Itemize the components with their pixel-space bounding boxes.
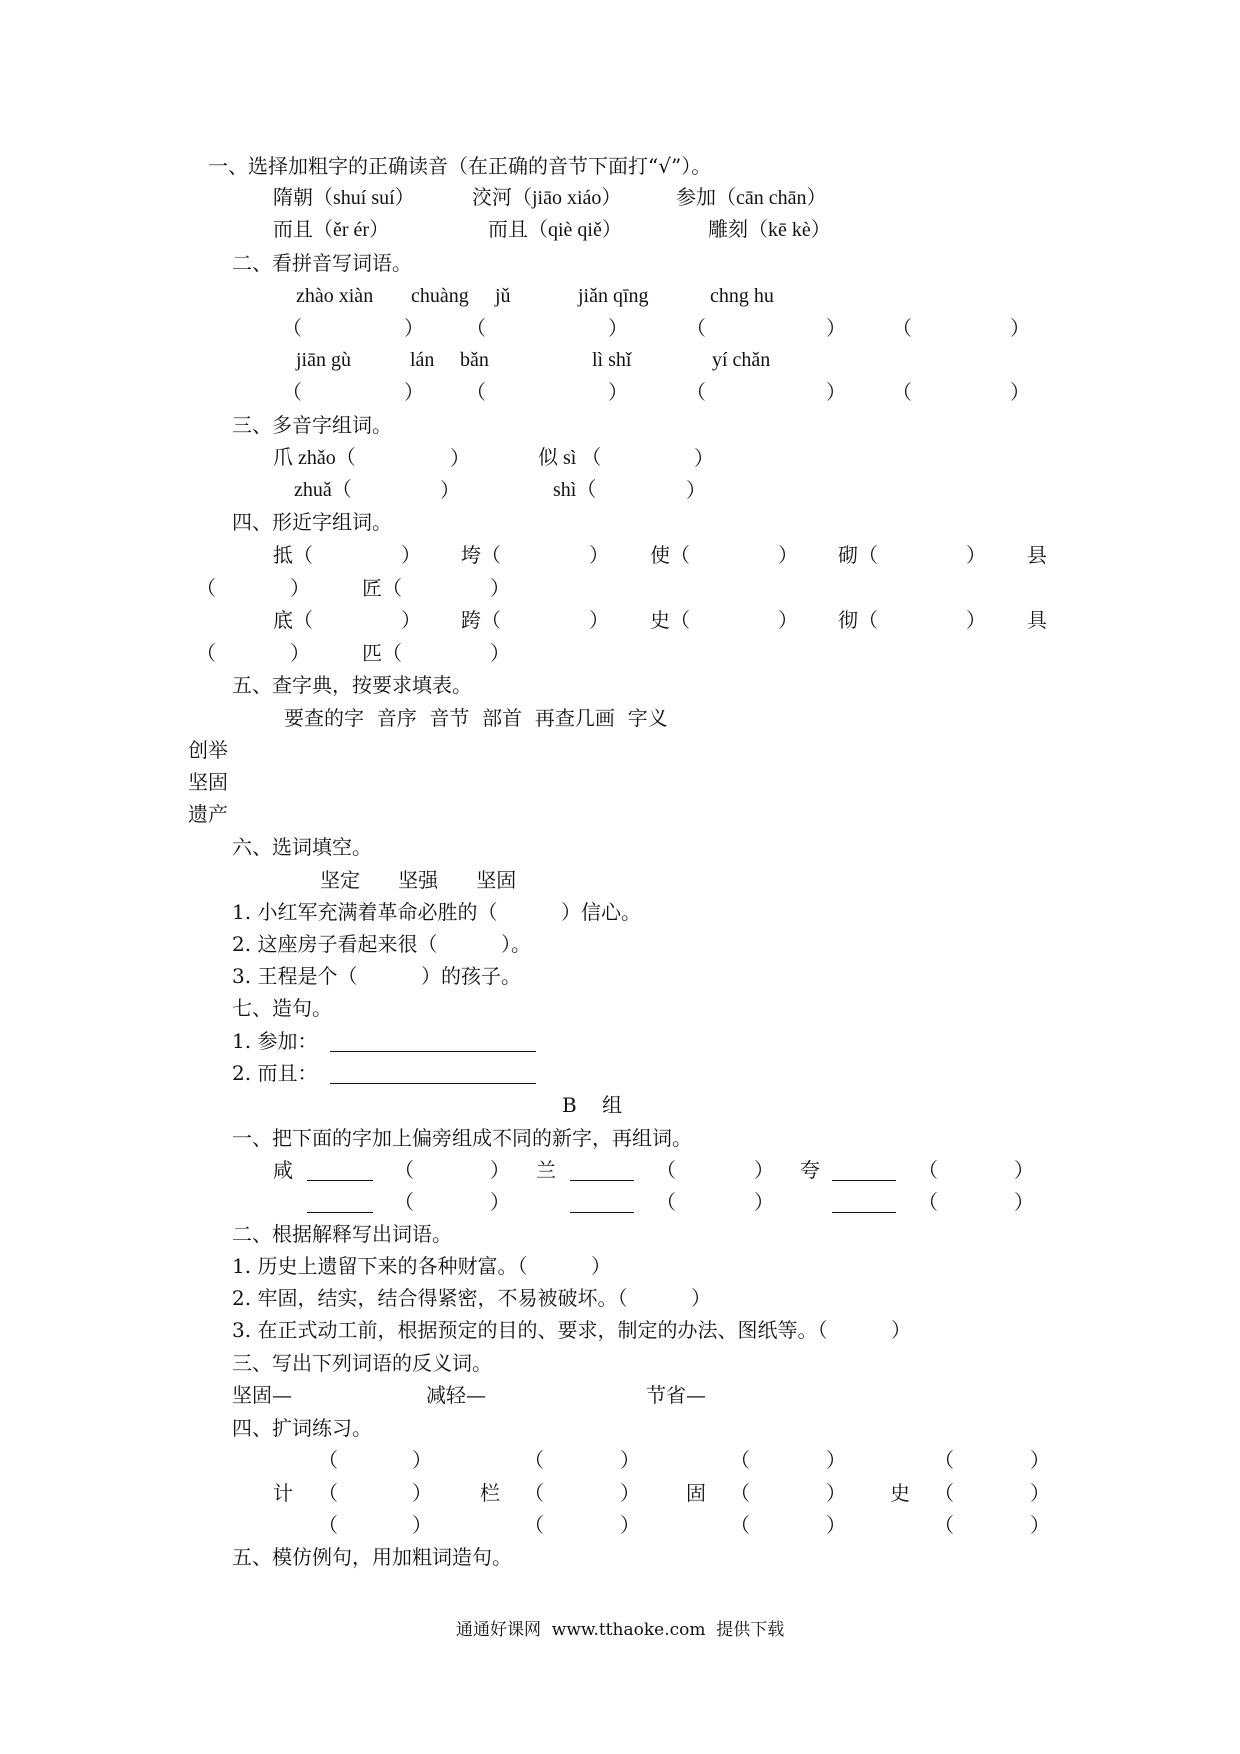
close-paren: ） [490,1158,510,1182]
open-paren: （ [282,316,302,340]
sentence-item: 1. 参加： [232,1029,318,1053]
answer-line [832,1212,896,1213]
section-4-title: 四、形近字组词。 [232,510,392,534]
close-paren: ） [1014,1190,1034,1214]
b-section-4-title: 四、扩词练习。 [232,1416,372,1440]
antonym-item: 坚固— [232,1383,292,1407]
close-paren: ） [440,478,460,502]
close-paren: ） [778,608,798,632]
close-paren: ） [620,1448,640,1472]
dictionary-table-header: 要查的字 音序 音节 部首 再查几画 字义 [284,706,668,730]
open-paren: （ [524,1448,544,1472]
answer-line [307,1212,373,1213]
pinyin-choice: 隋朝（shuí suí） [273,187,415,209]
open-paren: （ [656,1158,676,1182]
pinyin-prompt: jiān gù [296,349,351,371]
close-paren: ） [1010,316,1030,340]
definition-item: 1. 历史上遗留下来的各种财富。（ ） [232,1254,612,1278]
pinyin-prompt: jǔ [495,285,511,307]
close-paren: ） [826,1513,846,1537]
pinyin-prompt: bǎn [460,349,489,371]
pinyin-choice: 洨河（jiāo xiáo） [472,187,622,209]
similar-char: 跨（ [461,608,501,632]
close-paren: ） [826,380,846,404]
open-paren: （ [282,380,302,404]
open-paren: （ [892,316,912,340]
answer-line [307,1180,373,1181]
close-paren: ） [608,316,628,340]
similar-char: 具 [1027,608,1047,632]
polyphone-item: shì（ [553,479,597,501]
section-5-title: 五、查字典，按要求填表。 [232,673,472,697]
group-b-heading: B 组 [562,1093,623,1117]
similar-char: 使（ [650,543,690,567]
close-paren: ） [1030,1481,1050,1505]
similar-char: 彻（ [838,608,878,632]
open-paren: （ [524,1481,544,1505]
close-paren: ） [778,543,798,567]
expand-char: 史 [890,1481,910,1505]
close-paren: ） [404,316,424,340]
similar-char: 砌（ [838,543,878,567]
close-paren: ） [404,380,424,404]
b-section-5-title: 五、模仿例句，用加粗词造句。 [232,1545,512,1569]
open-paren: （ [394,1190,414,1214]
pinyin-prompt: jiǎn qīng [578,285,649,307]
open-paren: （ [686,380,706,404]
sentence-item: 2. 而且： [232,1061,318,1085]
section-6-title: 六、选词填空。 [232,835,372,859]
radical-char: 咸 [273,1158,293,1182]
close-paren: ） [608,380,628,404]
section-3-title: 三、多音字组词。 [232,413,392,437]
word-choices: 坚定 坚强 坚固 [320,868,517,892]
answer-line [570,1212,634,1213]
open-paren: （ [196,641,216,665]
definition-item: 2. 牢固，结实，结合得紧密，不易被破坏。（ ） [232,1286,712,1310]
expand-char: 固 [686,1481,706,1505]
pinyin-choice: 参加（cān chān） [676,187,827,209]
radical-char: 夸 [800,1158,820,1182]
similar-char: 垮（ [461,543,501,567]
close-paren: ） [1030,1513,1050,1537]
open-paren: （ [730,1448,750,1472]
close-paren: ） [620,1513,640,1537]
close-paren: ） [412,1481,432,1505]
close-paren: ） [966,608,986,632]
close-paren: ） [826,1481,846,1505]
pinyin-prompt: chuàng [411,285,469,307]
close-paren: ） [686,478,706,502]
open-paren: （ [466,316,486,340]
pinyin-prompt: yí chǎn [712,349,771,371]
close-paren: ） [401,608,421,632]
open-paren: （ [918,1158,938,1182]
close-paren: ） [401,543,421,567]
open-paren: （ [196,576,216,600]
close-paren: ） [1014,1158,1034,1182]
dictionary-word: 遗产 [188,802,228,826]
close-paren: ） [490,1190,510,1214]
pinyin-choice: 雕刻（kē kè） [708,219,831,241]
open-paren: （ [934,1481,954,1505]
close-paren: ） [412,1513,432,1537]
open-paren: （ [656,1190,676,1214]
polyphone-item: 似 sì （ [538,447,602,469]
answer-line [330,1083,536,1084]
close-paren: ） [490,576,510,600]
b-section-3-title: 三、写出下列词语的反义词。 [232,1351,492,1375]
pinyin-prompt: lì shǐ [592,349,632,371]
close-paren: ） [290,576,310,600]
answer-line [832,1180,896,1181]
close-paren: ） [412,1448,432,1472]
pinyin-prompt: zhào xiàn [296,285,374,307]
fill-blank-item: 3. 王程是个（ ）的孩子。 [232,964,522,988]
close-paren: ） [826,1448,846,1472]
antonym-item: 节省— [646,1383,706,1407]
similar-char: 匠（ [362,576,402,600]
open-paren: （ [730,1481,750,1505]
fill-blank-item: 1. 小红军充满着革命必胜的（ ）信心。 [232,900,642,924]
similar-char: 抵（ [273,543,313,567]
similar-char: 匹（ [362,641,402,665]
section-1-title: 一、选择加粗字的正确读音（在正确的音节下面打“√”）。 [208,154,712,178]
close-paren: ） [966,543,986,567]
close-paren: ） [1010,380,1030,404]
expand-char: 计 [273,1481,293,1505]
close-paren: ） [620,1481,640,1505]
close-paren: ） [826,316,846,340]
close-paren: ） [450,446,470,470]
section-2-title: 二、看拼音写词语。 [232,251,412,275]
pinyin-prompt: chng hu [710,285,774,307]
close-paren: ） [754,1158,774,1182]
pinyin-prompt: lán [410,349,435,371]
open-paren: （ [934,1448,954,1472]
dictionary-word: 创举 [188,738,228,762]
polyphone-item: 爪 zhǎo（ [273,447,356,469]
similar-char: 底（ [273,608,313,632]
close-paren: ） [694,446,714,470]
similar-char: 史（ [650,608,690,632]
fill-blank-item: 2. 这座房子看起来很（ ）。 [232,932,532,956]
open-paren: （ [394,1158,414,1182]
radical-char: 兰 [536,1158,556,1182]
b-section-2-title: 二、根据解释写出词语。 [232,1222,452,1246]
definition-item: 3. 在正式动工前，根据预定的目的、要求，制定的办法、图纸等。（ ） [232,1318,912,1342]
page-footer: 通通好课网 www.tthaoke.com 提供下载 [456,1620,785,1640]
open-paren: （ [524,1513,544,1537]
open-paren: （ [318,1513,338,1537]
dictionary-word: 坚固 [188,770,228,794]
open-paren: （ [318,1448,338,1472]
antonym-item: 减轻— [426,1383,486,1407]
close-paren: ） [754,1190,774,1214]
expand-char: 栏 [480,1481,500,1505]
close-paren: ） [589,608,609,632]
close-paren: ） [589,543,609,567]
open-paren: （ [934,1513,954,1537]
open-paren: （ [686,316,706,340]
close-paren: ） [290,641,310,665]
open-paren: （ [892,380,912,404]
section-7-title: 七、造句。 [232,996,332,1020]
answer-line [570,1180,634,1181]
answer-line [330,1051,536,1052]
open-paren: （ [918,1190,938,1214]
close-paren: ） [490,641,510,665]
open-paren: （ [466,380,486,404]
open-paren: （ [730,1513,750,1537]
pinyin-choice: 而且（ěr ér） [273,219,390,241]
pinyin-choice: 而且（qiè qiě） [488,219,622,241]
b-section-1-title: 一、把下面的字加上偏旁组成不同的新字，再组词。 [232,1126,692,1150]
polyphone-item: zhuǎ（ [294,479,352,501]
close-paren: ） [1030,1448,1050,1472]
similar-char: 县 [1027,543,1047,567]
open-paren: （ [318,1481,338,1505]
